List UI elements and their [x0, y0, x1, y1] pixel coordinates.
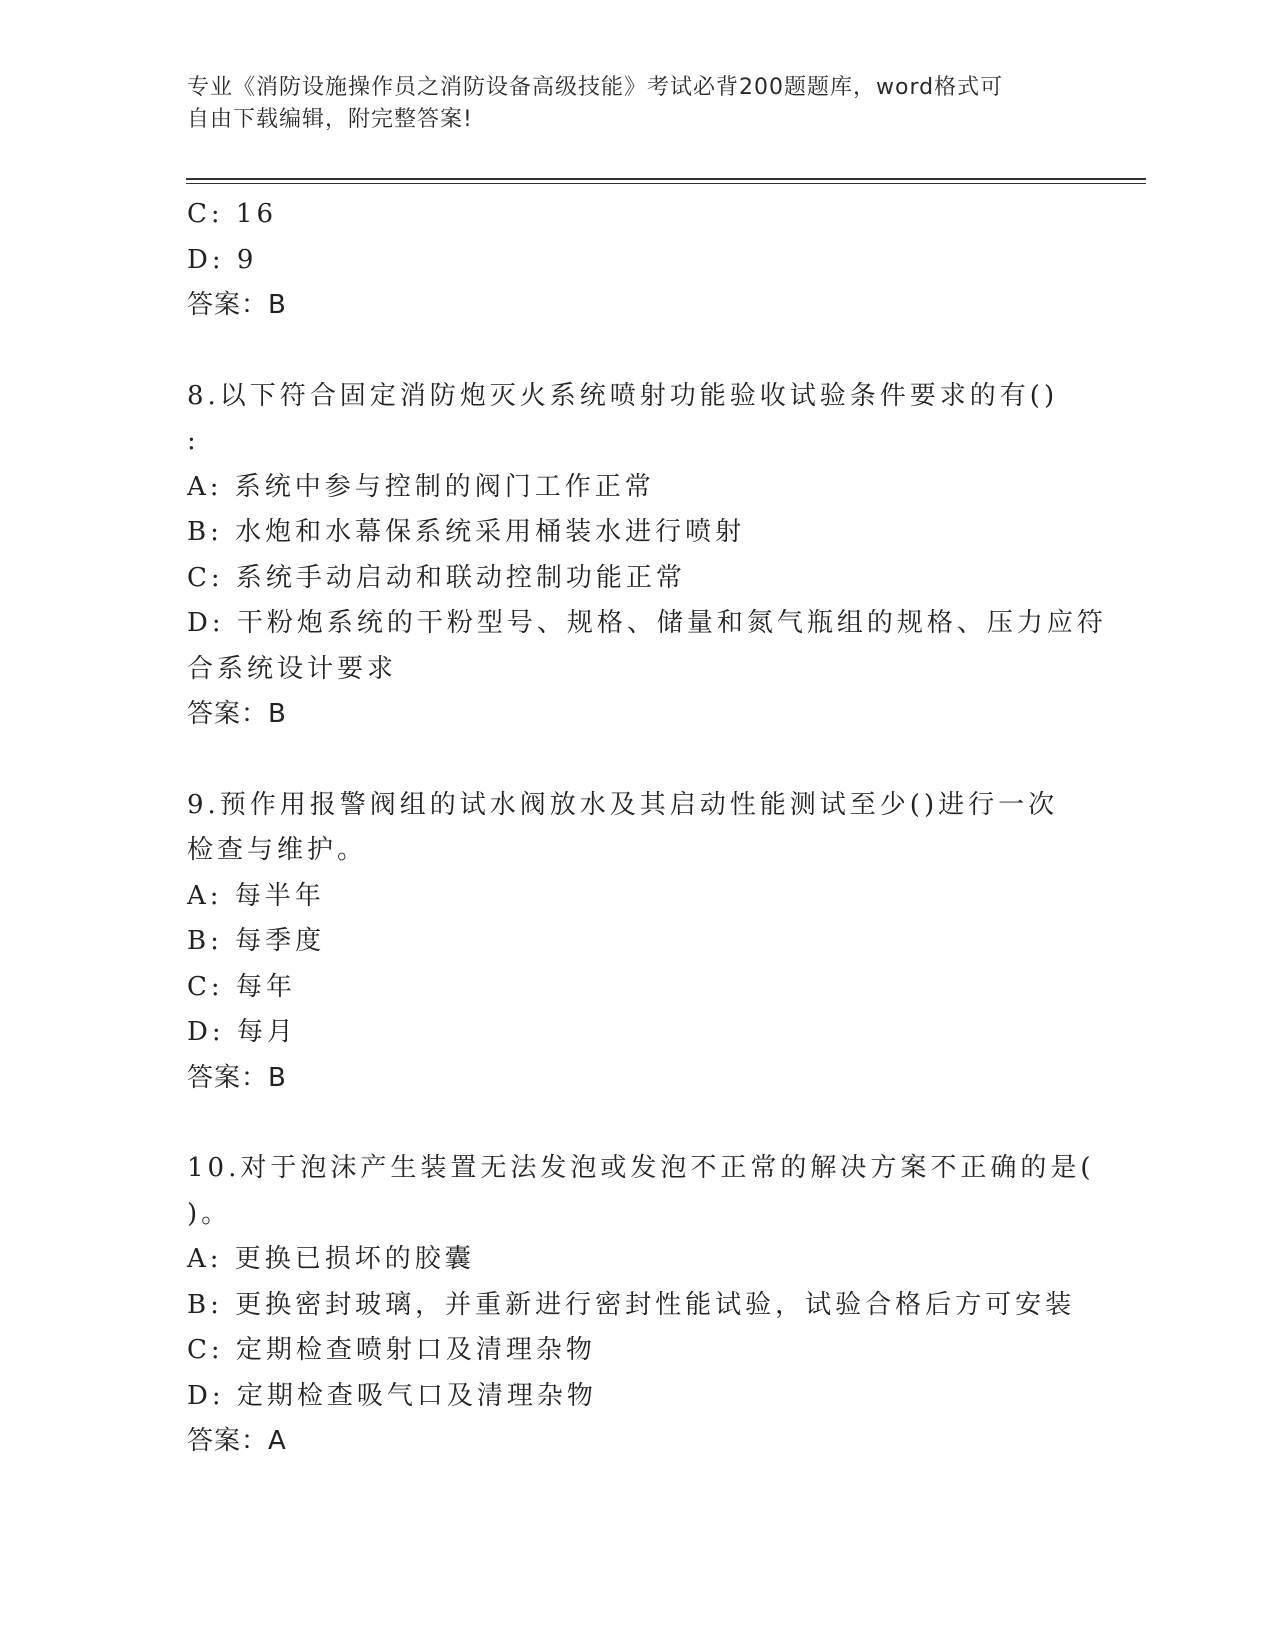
option-b: B: 每季度	[187, 926, 326, 956]
option-b: B: 水炮和水幕保系统采用桶装水进行喷射	[187, 517, 746, 547]
page-header	[187, 72, 1067, 136]
option-d-cont: 合系统设计要求	[187, 653, 398, 684]
answer: 答案：A	[187, 1426, 287, 1456]
option-a: A: 每半年	[187, 880, 325, 911]
option-c: C: 每年	[187, 971, 296, 1002]
option-a: A: 系统中参与控制的阀门工作正常	[187, 471, 655, 502]
previous-question-tail	[187, 192, 1067, 329]
header-rule-thin	[186, 183, 1146, 184]
option-d: D: 9	[187, 244, 258, 275]
header-line-2: 自由下载编辑，附完整答案!	[187, 107, 473, 132]
answer: 答案：B	[187, 699, 287, 729]
option-b: B: 更换密封玻璃，并重新进行密封性能试验，试验合格后方可安装	[187, 1289, 1076, 1320]
answer: 答案：B	[187, 1062, 287, 1093]
question-stem: 9.预作用报警阀组的试水阀放水及其启动性能测试至少()进行一次	[187, 789, 1059, 820]
header-line-1: 专业《消防设施操作员之消防设备高级技能》考试必背200题题库，word格式可	[187, 75, 1004, 100]
option-a: A: 更换已损坏的胶囊	[187, 1244, 475, 1274]
question-stem-cont: :	[187, 426, 200, 456]
question-8	[187, 374, 1107, 738]
option-c: C: 定期检查喷射口及清理杂物	[187, 1335, 596, 1365]
header-rule-thick	[186, 178, 1146, 180]
option-d: D: 定期检查吸气口及清理杂物	[187, 1380, 597, 1411]
question-stem: 8.以下符合固定消防炮灭火系统喷射功能验收试验条件要求的有()	[187, 380, 1059, 411]
option-d: D: 干粉炮系统的干粉型号、规格、储量和氮气瓶组的规格、压力应符	[187, 608, 1107, 638]
question-9	[187, 783, 1067, 1102]
question-stem-cont: )。	[187, 1198, 232, 1229]
document-body	[187, 192, 1107, 1465]
option-c: C: 16	[187, 199, 278, 229]
question-10	[187, 1146, 1095, 1465]
answer: 答案：B	[187, 290, 287, 320]
option-d: D: 每月	[187, 1017, 297, 1047]
option-c: C: 系统手动启动和联动控制功能正常	[187, 562, 686, 593]
question-stem: 10.对于泡沫产生装置无法发泡或发泡不正常的解决方案不正确的是(	[187, 1153, 1095, 1183]
question-stem-cont: 检查与维护。	[187, 835, 368, 865]
